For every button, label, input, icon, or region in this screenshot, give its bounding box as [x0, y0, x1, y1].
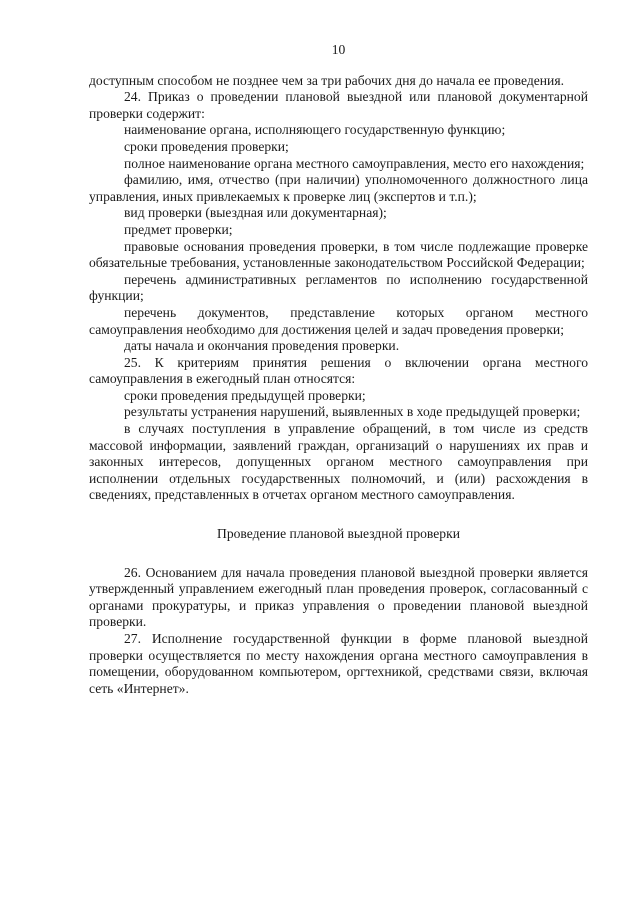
- paragraph: предмет проверки;: [124, 221, 233, 237]
- paragraph: наименование органа, исполняющего государственную функцию;: [124, 122, 506, 138]
- text-block-after-heading: [89, 565, 588, 698]
- paragraph: даты начала и окончания проведения проверки.: [124, 338, 400, 354]
- section-heading: Проведение плановой выездной проверки: [217, 526, 460, 542]
- text-block-before-heading: [89, 73, 588, 504]
- paragraph: полное наименование органа местного самоуправления, место его нахождения;: [124, 155, 585, 171]
- paragraph: фамилию, имя, отчество (при наличии) уполномоченного должностного лица управления, иных привлекаемых к проверке лиц (экспертов и т.п.);: [89, 172, 588, 204]
- paragraph-item-24: 24. Приказ о проведении плановой выездной или плановой документарной проверки содержит:: [89, 89, 588, 121]
- paragraph: перечень административных регламентов по исполнению государственной функции;: [89, 271, 588, 304]
- paragraph: правовые основания проведения проверки, в том числе подлежащие проверке обязательные требования, установленные законодательством Российской Федерации;: [89, 238, 588, 271]
- paragraph: в случаях поступления в управление обращений, в том числе из средств массовой информации, заявлений граждан, организаций о нарушениях их прав и законных интересов, допущенных органом местного самоуправления при исполнении отдельных государственных полномочий, и (или) расхождения в сведениях, представленных в отчетах органом местного самоуправления.: [89, 421, 588, 503]
- paragraph: перечень документов, представление которых органом местного самоуправления необходимо для достижения целей и задач проведения проверки;: [89, 304, 588, 337]
- paragraph: сроки проведения предыдущей проверки;: [124, 387, 366, 403]
- paragraph: вид проверки (выездная или документарная);: [124, 205, 387, 221]
- paragraph: результаты устранения нарушений, выявленных в ходе предыдущей проверки;: [124, 404, 581, 420]
- page-number: 10: [331, 42, 346, 57]
- paragraph: доступным способом не позднее чем за три рабочих дня до начала ее проведения.: [89, 72, 564, 88]
- paragraph-item-25: 25. К критериям принятия решения о включении органа местного самоуправления в ежегодный план относятся:: [89, 354, 588, 387]
- paragraph-item-26: 26. Основанием для начала проведения плановой выездной проверки является утвержденный управлением ежегодный план проведения проверок, согласованный с органами прокуратуры, и приказ управления о проведении плановой выездной проверки.: [89, 564, 588, 630]
- paragraph: сроки проведения проверки;: [124, 138, 289, 154]
- paragraph-item-27: 27. Исполнение государственной функции в форме плановой выездной проверки осуществляется по месту нахождения органа местного самоуправления в помещении, оборудованном компьютером, оргтехникой, средствами связи, включая сеть «Интернет».: [89, 631, 588, 696]
